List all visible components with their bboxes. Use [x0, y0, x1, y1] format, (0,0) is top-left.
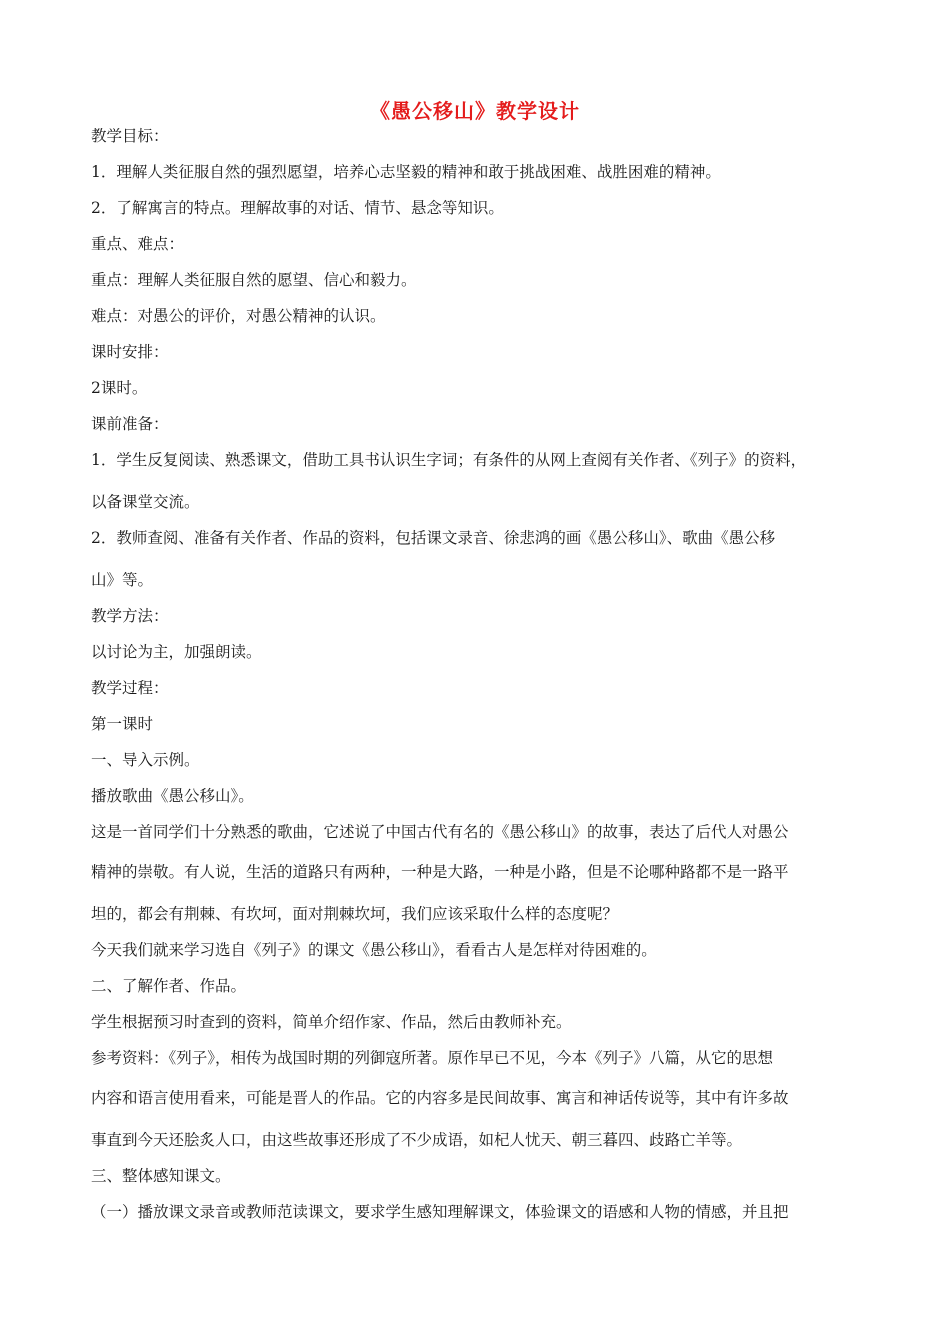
intro-paragraph-line-4: 今天我们就来学习选自《列子》的课文《愚公移山》，看看古人是怎样对待困难的。	[91, 941, 657, 959]
reference-line-3: 事直到今天还脍炙人口，由这些故事还形成了不少成语，如杞人忧天、朝三暮四、歧路亡羊等。	[91, 1131, 743, 1149]
schedule-text: 2课时。	[91, 379, 148, 397]
reference-line-2: 内容和语言使用看来，可能是晋人的作品。它的内容多是民间故事、寓言和神话传说等，其中有许多故	[91, 1089, 789, 1107]
preparation-item-1-cont: 以备课堂交流。	[91, 493, 200, 511]
reference-line-1: 参考资料：《列子》，相传为战国时期的列御寇所著。原作早已不见，今本《列子》八篇，从它的思想	[91, 1049, 774, 1067]
intro-paragraph-line-3: 坦的，都会有荆棘、有坎坷，面对荆棘坎坷，我们应该采取什么样的态度呢？	[91, 905, 619, 923]
step-three-heading: 三、整体感知课文。	[91, 1167, 231, 1185]
step-two-heading: 二、了解作者、作品。	[91, 977, 247, 995]
key-point-text: 重点：理解人类征服自然的愿望、信心和毅力。	[91, 271, 417, 289]
document-title: 《愚公移山》教学设计	[370, 99, 580, 123]
section-heading-schedule: 课时安排：	[91, 343, 169, 361]
section-heading-preparation: 课前准备：	[91, 415, 169, 433]
preparation-item-2-cont: 山》等。	[91, 571, 154, 589]
step-two-text: 学生根据预习时查到的资料，简单介绍作家、作品，然后由教师补充。	[91, 1013, 572, 1031]
preparation-item-2: 2．教师查阅、准备有关作者、作品的资料，包括课文录音、徐悲鸿的画《愚公移山》、歌曲《愚公移	[91, 529, 776, 547]
intro-paragraph-line-2: 精神的崇敬。有人说，生活的道路只有两种，一种是大路，一种是小路，但是不论哪种路都不是一路平	[91, 863, 789, 881]
step-three-sub-one: （一）播放课文录音或教师范读课文，要求学生感知理解课文，体验课文的语感和人物的情感，并且把	[91, 1203, 789, 1221]
preparation-item-1: 1．学生反复阅读、熟悉课文，借助工具书认识生字词；有条件的从网上查阅有关作者、《列子》的资料，	[91, 451, 807, 469]
section-heading-objectives: 教学目标：	[91, 127, 169, 145]
objective-item-2: 2．了解寓言的特点。理解故事的对话、情节、悬念等知识。	[91, 199, 504, 217]
step-one-text: 播放歌曲《愚公移山》。	[91, 787, 254, 805]
difficulty-text: 难点：对愚公的评价，对愚公精神的认识。	[91, 307, 386, 325]
lesson-one-heading: 第一课时	[91, 715, 154, 733]
section-heading-process: 教学过程：	[91, 679, 169, 697]
section-heading-key-points: 重点、难点：	[91, 235, 185, 253]
intro-paragraph-line-1: 这是一首同学们十分熟悉的歌曲，它述说了中国古代有名的《愚公移山》的故事，表达了后代人对愚公	[91, 823, 789, 841]
section-heading-methods: 教学方法：	[91, 607, 169, 625]
step-one-heading: 一、导入示例。	[91, 751, 200, 769]
objective-item-1: 1．理解人类征服自然的强烈愿望，培养心志坚毅的精神和敢于挑战困难、战胜困难的精神。	[91, 163, 721, 181]
methods-text: 以讨论为主，加强朗读。	[91, 643, 262, 661]
